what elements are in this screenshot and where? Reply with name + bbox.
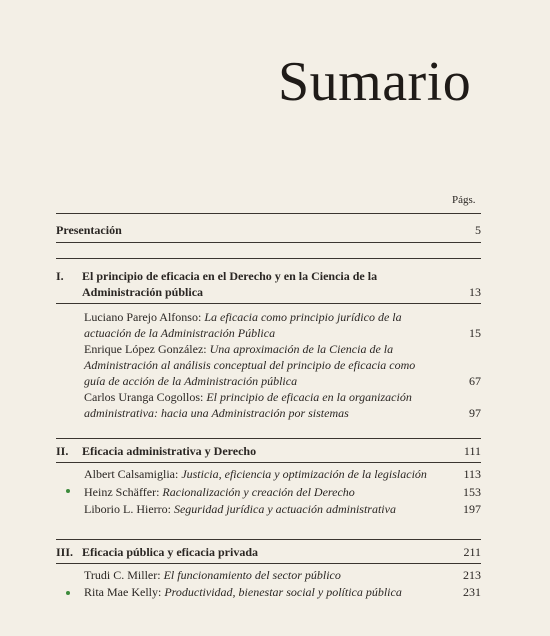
entry-author: Luciano Parejo Alfonso: xyxy=(84,310,202,324)
entry-title: Racionalización y creación del Derecho xyxy=(162,485,355,499)
toc-entry[interactable] xyxy=(84,567,481,583)
toc-entry[interactable] xyxy=(84,389,481,421)
toc-entry[interactable] xyxy=(84,501,481,517)
section-title: El principio de eficacia en el Derecho y en la Ciencia de la Administración pública xyxy=(82,269,378,299)
section-page: 211 xyxy=(463,545,481,559)
entry-title: Justicia, eficiencia y optimización de la legislación xyxy=(181,467,427,481)
entry-page: 153 xyxy=(463,485,481,499)
divider xyxy=(56,438,481,439)
entry-page: 231 xyxy=(463,585,481,599)
entry-author: Carlos Uranga Cogollos: xyxy=(84,390,204,404)
divider xyxy=(56,539,481,540)
divider xyxy=(56,563,481,564)
divider xyxy=(56,242,481,243)
bullet-mark xyxy=(66,489,70,493)
bullet-mark xyxy=(66,591,70,595)
toc-entry[interactable] xyxy=(84,584,481,600)
entry-author: Albert Calsamiglia: xyxy=(84,467,179,481)
entry-title: Seguridad jurídica y actuación administrativa xyxy=(173,502,396,516)
entry-author: Heinz Schäffer: xyxy=(84,485,160,499)
divider xyxy=(56,258,481,259)
entry-author: Enrique López González: xyxy=(84,342,207,356)
entry-title: La eficacia como principio jurídico de la actuación de la Administración Pública xyxy=(84,310,402,340)
section-number: II. xyxy=(56,444,69,458)
toc-entry[interactable] xyxy=(84,341,481,389)
toc-entry[interactable] xyxy=(84,466,481,482)
entry-page: 213 xyxy=(463,568,481,582)
entry-page: 113 xyxy=(463,467,481,481)
section-page: 13 xyxy=(469,285,481,299)
entry-page: 197 xyxy=(463,502,481,516)
toc-entry[interactable] xyxy=(84,309,481,341)
divider xyxy=(56,303,481,304)
entry-author: Rita Mae Kelly: xyxy=(84,585,162,599)
pages-column-header: Págs. xyxy=(452,194,476,206)
entry-title: Productividad, bienestar social y política pública xyxy=(164,585,402,599)
entry-author: Trudi C. Miller: xyxy=(84,568,161,582)
entry-author: Liborio L. Hierro: xyxy=(84,502,171,516)
divider xyxy=(56,462,481,463)
page-title: Sumario xyxy=(278,51,472,113)
toc-entry[interactable] xyxy=(84,484,481,500)
section-page: 111 xyxy=(463,444,481,458)
divider xyxy=(56,213,481,214)
section-number: III. xyxy=(56,545,74,559)
entry-title: El principio de eficacia en la organización administrativa: hacia una Administración por sistemas xyxy=(84,390,412,420)
entry-page: 67 xyxy=(469,374,481,388)
entry-page: 97 xyxy=(469,406,481,420)
section-title: Eficacia administrativa y Derecho xyxy=(82,444,257,458)
section-heading-1[interactable] xyxy=(56,268,481,300)
entry-page: 15 xyxy=(469,326,481,340)
presentacion-page: 5 xyxy=(475,223,481,237)
presentacion-label: Presentación xyxy=(56,223,122,237)
section-number: I. xyxy=(56,269,64,283)
section-title: Eficacia pública y eficacia privada xyxy=(82,545,258,559)
entry-title: Una aproximación de la Ciencia de la Administración al análisis conceptual del principio de eficacia como guía de acción de la Administración pública xyxy=(84,342,416,388)
entry-title: El funcionamiento del sector público xyxy=(163,568,341,582)
